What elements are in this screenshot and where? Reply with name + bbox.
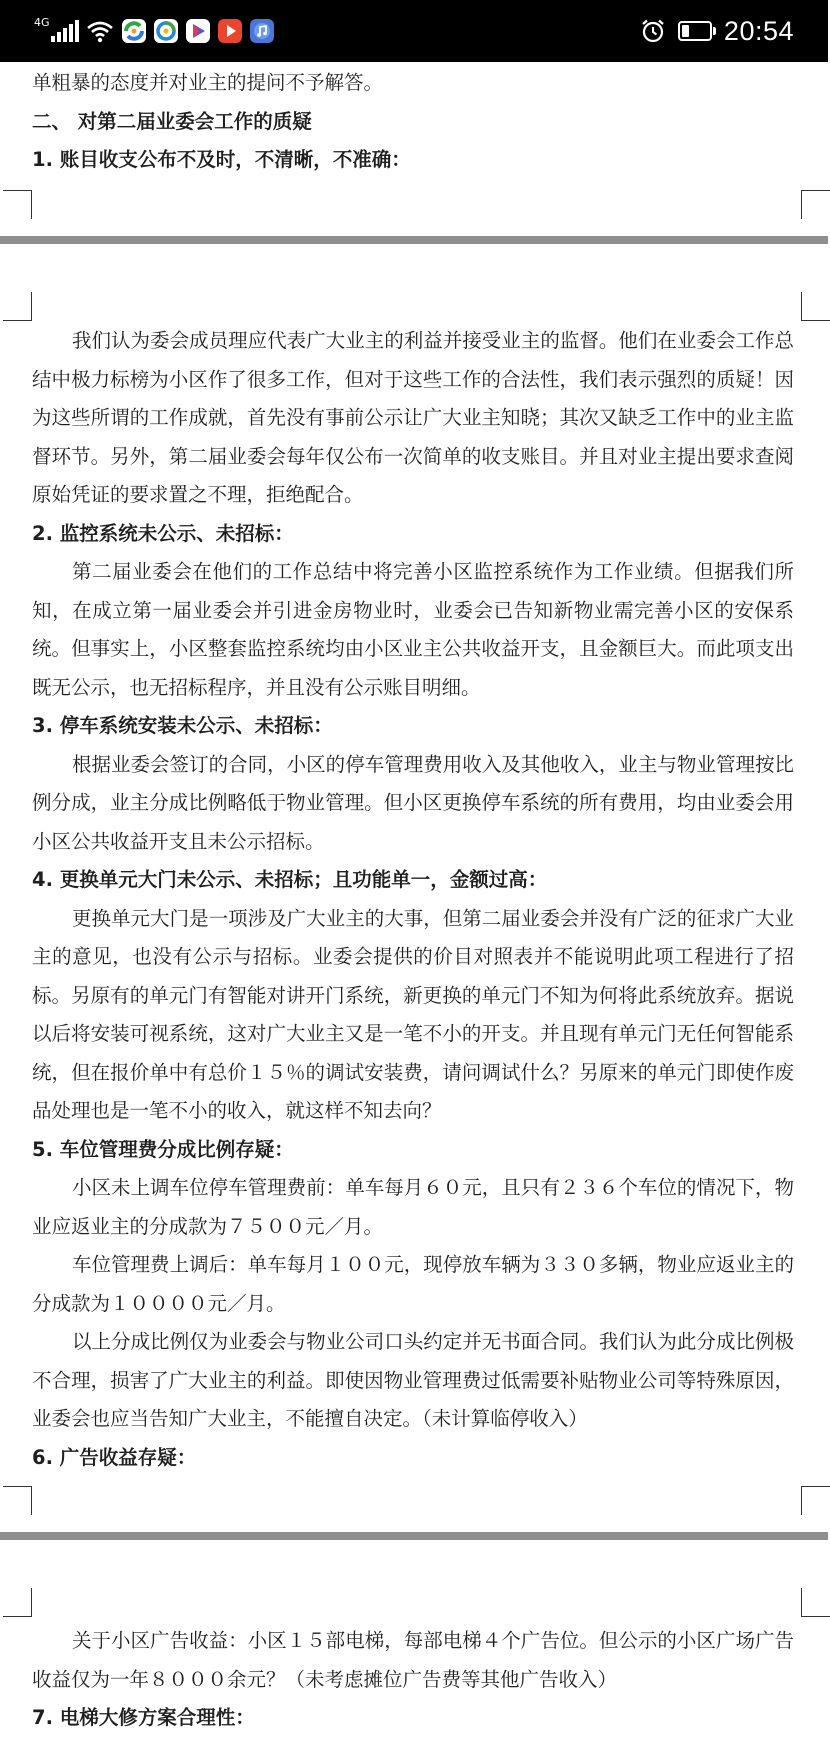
app-browser-icon[interactable]: [154, 19, 178, 43]
item-heading-3: 3. 停车系统安装未公示、未招标：: [32, 714, 333, 737]
page-3-text: [32, 1622, 794, 1738]
paragraph: 以上分成比例仅为业委会与物业公司口头约定并无书面合同。我们认为此分成比例极不合理，损害了广大业主的利益。即使因物业管理费过低需要补贴物业公司等特殊原因，业委会也应当告知广大业主，不能擅自决定。（未计算临停收入）: [32, 1330, 794, 1430]
page-2-text: [32, 322, 794, 1477]
item-heading-4: 4. 更换单元大门未公示、未招标；且功能单一，金额过高：: [32, 868, 548, 891]
section-heading-2: 二、 对第二届业委会工作的质疑: [32, 109, 312, 133]
item-heading-6: 6. 广告收益存疑：: [32, 1445, 197, 1469]
document-page-1: [0, 62, 828, 236]
wifi-icon: [86, 19, 114, 43]
page-1-text: [32, 64, 794, 180]
item-heading-2: 2. 监控系统未公示、未招标：: [32, 521, 294, 545]
crop-mark-top-right: [801, 1588, 830, 1617]
crop-mark-bottom-left: [3, 1486, 32, 1515]
paragraph-continuation: 单粗暴的态度并对业主的提问不予解答。: [32, 71, 384, 94]
app-music-icon[interactable]: [250, 19, 274, 43]
status-left: [34, 14, 282, 48]
item-heading-1: 1. 账目收支公布不及时，不清晰，不准确：: [32, 148, 411, 171]
paragraph: 小区未上调车位停车管理费前：单车每月６０元，且只有２３６个车位的情况下，物业应返业主的分成款为７５００元／月。: [32, 1176, 794, 1238]
status-bar: [0, 0, 828, 62]
battery-icon: [678, 21, 712, 41]
signal-icon: [51, 20, 79, 42]
app-video-icon[interactable]: [186, 19, 210, 43]
paragraph: 第二届业委会在他们的工作总结中将完善小区监控系统作为工作业绩。但据我们所知，在成立第一届业委会并引进金房物业时，业委会已告知新物业需完善小区的安保系统。但事实上，小区整套监控系统均由小区业主公共收益开支，且金额巨大。而此项支出既无公示，也无招标程序，并且没有公示账目明细。: [32, 560, 794, 699]
alarm-icon: [640, 18, 666, 44]
crop-mark-top-right: [801, 292, 830, 321]
crop-mark-top-left: [3, 1588, 32, 1617]
status-right: [640, 10, 828, 52]
crop-mark-bottom-right: [801, 190, 830, 219]
paragraph: 根据业委会签订的合同，小区的停车管理费用收入及其他收入，业主与物业管理按比例分成，业主分成比例略低于物业管理。但小区更换停车系统的所有费用，均由业委会用小区公共收益开支且未公示招标。: [32, 752, 794, 853]
item-heading-7: 7. 电梯大修方案合理性：: [32, 1706, 255, 1729]
clock-time: 20:54: [723, 15, 794, 46]
page-separator: [0, 236, 828, 244]
page-separator: [0, 1532, 828, 1540]
document-page-3: [0, 1540, 828, 1729]
paragraph: 车位管理费上调后：单车每月１００元，现停放车辆为３３０多辆，物业应返业主的分成款为１００００元／月。: [32, 1253, 794, 1315]
battery-level: [682, 25, 689, 37]
item-heading-5: 5. 车位管理费分成比例存疑：: [32, 1137, 294, 1161]
paragraph: 关于小区广告收益：小区１５部电梯，每部电梯４个广告位。但公示的小区广场广告收益仅为一年８０００余元？（未考虑摊位广告费等其他广告收入）: [32, 1629, 794, 1691]
crop-mark-bottom-right: [801, 1486, 830, 1515]
crop-mark-bottom-left: [3, 190, 32, 219]
app-play-icon[interactable]: [218, 19, 242, 43]
network-type-label: 4G: [34, 15, 50, 29]
paragraph: 我们认为委会成员理应代表广大业主的利益并接受业主的监督。他们在业委会工作总结中极力标榜为小区作了很多工作，但对于这些工作的合法性，我们表示强烈的质疑！因为这些所谓的工作成就，首先没有事前公示让广大业主知晓；其次又缺乏工作中的业主监督环节。另外，第二届业委会每年仅公布一次简单的收支账目。并且对业主提出要求查阅原始凭证的要求置之不理，拒绝配合。: [32, 329, 794, 506]
app-360-icon[interactable]: [122, 19, 146, 43]
crop-mark-top-left: [3, 292, 32, 321]
document-page-2: [0, 244, 828, 1532]
paragraph: 更换单元大门是一项涉及广大业主的大事，但第二届业委会并没有广泛的征求广大业主的意见，也没有公示与招标。业委会提供的价目对照表并不能说明此项工程进行了招标。另原有的单元门有智能对讲开门系统，新更换的单元门不知为何将此系统放弃。据说以后将安装可视系统，这对广大业主又是一笔不小的开支。并且现有单元门无任何智能系统，但在报价单中有总价１５％的调试安装费，请问调试什么？另原来的单元门即使作废品处理也是一笔不小的收入，就这样不知去向？: [32, 906, 794, 1122]
